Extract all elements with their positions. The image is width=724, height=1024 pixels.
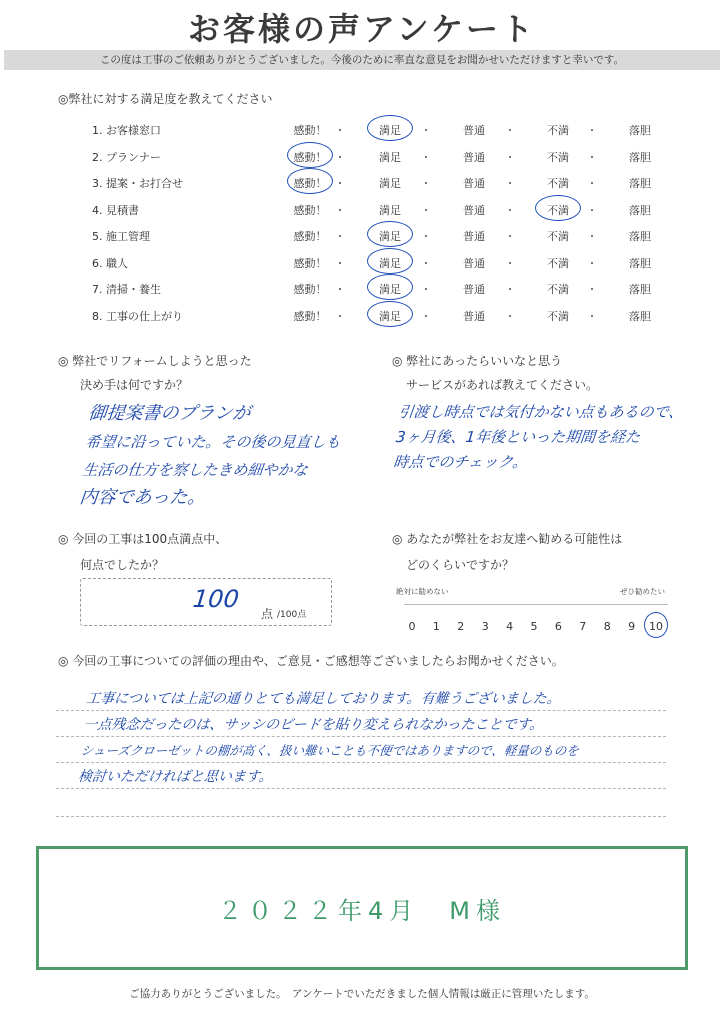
satisfaction-option[interactable]: 落胆 <box>629 309 651 323</box>
recommend-scale-number[interactable]: 10 <box>649 620 663 633</box>
recommend-scale-number[interactable]: 8 <box>603 620 611 633</box>
satisfaction-option[interactable]: 不満 <box>547 177 569 190</box>
satisfaction-option[interactable]: 普通 <box>463 230 485 243</box>
satisfaction-option[interactable]: 落胆 <box>629 256 651 270</box>
separator-dot: ・ <box>334 203 346 217</box>
separator-dot: ・ <box>334 309 346 323</box>
reform-answer-line: 希望に沿っていた。その後の見直しも <box>84 433 342 451</box>
recommend-scale-line <box>404 604 668 605</box>
satisfaction-option[interactable]: 不満 <box>547 283 569 296</box>
satisfaction-option[interactable]: 感動！ <box>293 309 327 323</box>
selection-circle <box>287 142 333 168</box>
recommend-scale-number[interactable]: 9 <box>628 620 636 633</box>
selection-circle <box>535 195 581 221</box>
service-answer <box>392 400 710 475</box>
separator-dot: ・ <box>504 283 516 296</box>
satisfaction-option[interactable]: 落胆 <box>629 124 651 137</box>
recommend-scale-number[interactable]: 6 <box>554 620 562 633</box>
satisfaction-option[interactable]: 普通 <box>463 309 485 323</box>
separator-dot: ・ <box>334 150 346 164</box>
satisfaction-option[interactable]: 感動！ <box>293 230 327 243</box>
satisfaction-option[interactable]: 感動！ <box>293 256 327 270</box>
separator-dot: ・ <box>504 150 516 164</box>
satisfaction-option[interactable]: 満足 <box>379 230 401 243</box>
satisfaction-option[interactable]: 普通 <box>463 177 485 190</box>
separator-dot: ・ <box>420 124 432 137</box>
separator-dot: ・ <box>504 203 516 217</box>
satisfaction-option[interactable]: 落胆 <box>629 150 651 164</box>
satisfaction-option[interactable]: 満足 <box>379 203 401 217</box>
satisfaction-option[interactable]: 満足 <box>379 177 401 190</box>
satisfaction-option[interactable]: 普通 <box>463 150 485 164</box>
separator-dot: ・ <box>420 203 432 217</box>
satisfaction-option[interactable]: 感動！ <box>293 203 327 217</box>
satisfaction-row-label: 3. 提案・お打合せ <box>92 177 183 190</box>
score-value: 100 <box>191 585 241 613</box>
satisfaction-row-label: 8. 工事の仕上がり <box>92 309 183 323</box>
recommend-scale-number[interactable]: 7 <box>579 620 587 633</box>
satisfaction-option[interactable]: 満足 <box>379 283 401 296</box>
customer-box <box>36 846 688 970</box>
comments-answer-line: シューズクローゼットの棚が高く、扱い難いことも不便ではありますので、軽量のものを <box>79 743 580 758</box>
ruled-line <box>56 816 666 817</box>
satisfaction-option[interactable]: 落胆 <box>629 203 651 217</box>
reform-answer <box>78 400 380 512</box>
separator-dot: ・ <box>420 150 432 164</box>
service-question-line2: サービスがあれば教えてください。 <box>406 378 599 392</box>
recommend-scale-number[interactable]: 3 <box>481 620 489 633</box>
recommend-scale-number[interactable]: 5 <box>530 620 538 633</box>
satisfaction-option[interactable]: 不満 <box>547 309 569 323</box>
separator-dot: ・ <box>586 309 598 323</box>
separator-dot: ・ <box>334 177 346 190</box>
separator-dot: ・ <box>586 256 598 270</box>
satisfaction-row-label: 2. プランナー <box>92 150 161 164</box>
satisfaction-option[interactable]: 満足 <box>379 124 401 137</box>
service-answer-line: 3ヶ月後、1年後といった期間を経た <box>395 428 642 446</box>
separator-dot: ・ <box>334 256 346 270</box>
satisfaction-option[interactable]: 感動！ <box>293 283 327 296</box>
satisfaction-option[interactable]: 感動！ <box>293 124 327 137</box>
comments-answer-line: 工事については上記の通りとても満足しております。有難うございました。 <box>85 691 562 707</box>
service-answer-line: 引渡し時点では気付かない点もあるので、 <box>397 403 685 421</box>
comments-answer <box>77 686 688 790</box>
separator-dot: ・ <box>586 203 598 217</box>
separator-dot: ・ <box>334 230 346 243</box>
separator-dot: ・ <box>334 124 346 137</box>
score-unit: 点 <box>261 607 274 621</box>
satisfaction-option[interactable]: 普通 <box>463 283 485 296</box>
satisfaction-option[interactable]: 落胆 <box>629 230 651 243</box>
separator-dot: ・ <box>420 230 432 243</box>
satisfaction-row-label: 1. お客様窓口 <box>92 124 161 137</box>
customer-label: ２０２２年4月 M様 <box>218 896 506 925</box>
satisfaction-option[interactable]: 普通 <box>463 124 485 137</box>
separator-dot: ・ <box>586 230 598 243</box>
selection-circle <box>367 221 413 247</box>
satisfaction-option[interactable]: 満足 <box>379 256 401 270</box>
satisfaction-option[interactable]: 不満 <box>547 203 569 217</box>
recommend-scale-number[interactable]: 2 <box>457 620 465 633</box>
reform-answer-line: 生活の仕方を察したきめ細やかな <box>81 461 309 479</box>
reform-question-line1: ◎ 弊社でリフォームしようと思った <box>58 354 252 368</box>
reform-question-line2: 決め手は何ですか？ <box>80 378 189 392</box>
satisfaction-row-label: 5. 施工管理 <box>92 230 150 243</box>
recommend-scale-number[interactable]: 0 <box>408 620 416 633</box>
separator-dot: ・ <box>504 177 516 190</box>
satisfaction-option[interactable]: 感動！ <box>293 177 327 190</box>
separator-dot: ・ <box>420 256 432 270</box>
separator-dot: ・ <box>504 230 516 243</box>
recommend-high-label: ぜひ勧めたい <box>620 587 665 596</box>
satisfaction-option[interactable]: 落胆 <box>629 283 651 296</box>
comments-answer-line: 一点残念だったのは、サッシのビードを貼り変えられなかったことです。 <box>82 717 545 733</box>
satisfaction-option[interactable]: 不満 <box>547 256 569 270</box>
satisfaction-option[interactable]: 満足 <box>379 309 401 323</box>
separator-dot: ・ <box>586 177 598 190</box>
recommend-scale-number[interactable]: 4 <box>506 620 514 633</box>
recommend-low-label: 絶対に勧めない <box>396 587 449 596</box>
satisfaction-question: ◎弊社に対する満足度を教えてください <box>58 92 273 106</box>
satisfaction-option[interactable]: 感動！ <box>293 150 327 164</box>
score-max: /100点 <box>277 610 307 620</box>
recommend-question-line2: どのくらいですか？ <box>406 558 515 572</box>
satisfaction-option[interactable]: 普通 <box>463 203 485 217</box>
separator-dot: ・ <box>586 283 598 296</box>
satisfaction-option[interactable]: 不満 <box>547 150 569 164</box>
separator-dot: ・ <box>420 283 432 296</box>
recommend-scale-number[interactable]: 1 <box>432 620 440 633</box>
comments-answer-line: 検討いただければと思います。 <box>77 769 274 785</box>
satisfaction-option[interactable]: 不満 <box>547 124 569 137</box>
selection-circle <box>367 274 413 300</box>
satisfaction-row-label: 7. 清掃・養生 <box>92 283 161 296</box>
recommend-question-line1: ◎ あなたが弊社をお友達へ勧める可能性は <box>392 532 623 546</box>
separator-dot: ・ <box>504 124 516 137</box>
selection-circle <box>367 301 413 327</box>
service-answer-line: 時点でのチェック。 <box>392 453 529 471</box>
separator-dot: ・ <box>504 309 516 323</box>
page-title: お客様の声アンケート <box>187 10 537 48</box>
score-question-line1: ◎ 今回の工事は100点満点中、 <box>58 532 228 546</box>
satisfaction-row-label: 6. 職人 <box>92 256 128 270</box>
reform-answer-line: 内容であった。 <box>78 487 207 508</box>
separator-dot: ・ <box>586 150 598 164</box>
footer-note: ご協力ありがとうございました。 アンケートでいただきました個人情報は厳正に管理いたします。 <box>129 988 595 1000</box>
service-question-line1: ◎ 弊社にあったらいいなと思う <box>392 354 563 368</box>
score-question-line2: 何点でしたか？ <box>80 558 165 572</box>
satisfaction-option[interactable]: 満足 <box>379 150 401 164</box>
satisfaction-option[interactable]: 普通 <box>463 256 485 270</box>
separator-dot: ・ <box>504 256 516 270</box>
separator-dot: ・ <box>420 177 432 190</box>
separator-dot: ・ <box>334 283 346 296</box>
selection-circle <box>287 168 333 194</box>
score-box <box>80 578 332 626</box>
selection-circle <box>367 248 413 274</box>
satisfaction-row-label: 4. 見積書 <box>92 203 139 217</box>
separator-dot: ・ <box>586 124 598 137</box>
satisfaction-option[interactable]: 不満 <box>547 230 569 243</box>
reform-answer-line: 御提案書のプランが <box>87 403 252 424</box>
separator-dot: ・ <box>420 309 432 323</box>
selection-circle <box>644 612 668 638</box>
satisfaction-option[interactable]: 落胆 <box>629 177 651 190</box>
intro-text: この度は工事のご依頼ありがとうございました。今後のために率直な意見をお聞かせいただけますと幸いです。 <box>4 50 720 70</box>
comments-question: ◎ 今回の工事についての評価の理由や、ご意見・ご感想等ございましたらお聞かせください。 <box>58 654 564 668</box>
selection-circle <box>367 115 413 141</box>
